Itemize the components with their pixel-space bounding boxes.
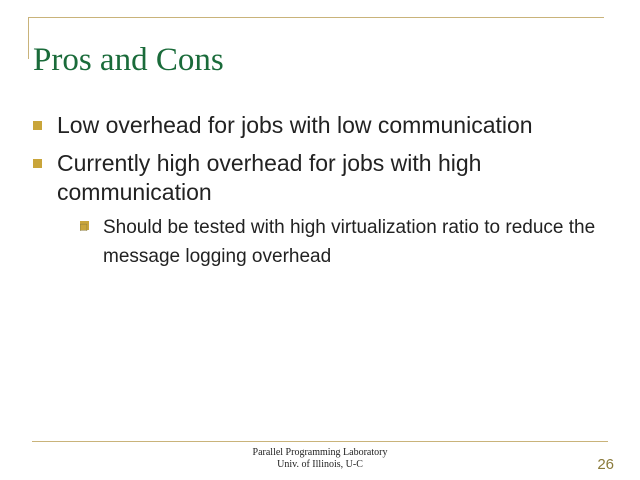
left-border-line bbox=[28, 17, 29, 59]
sub-bullet-item bbox=[57, 213, 613, 271]
bullet-text: Low overhead for jobs with low communication bbox=[57, 112, 533, 138]
top-border-line bbox=[28, 17, 604, 18]
square-bullet-icon bbox=[33, 159, 42, 168]
hollow-square-bullet-icon: □ bbox=[80, 220, 88, 234]
footer-line-1: Parallel Programming Laboratory bbox=[252, 447, 388, 458]
footer-line-2: Univ. of Illinois, U-C bbox=[277, 459, 363, 470]
footer-divider bbox=[32, 441, 608, 442]
slide-title: Pros and Cons bbox=[33, 42, 224, 78]
sub-bullet-text: Should be tested with high virtualization ratio to reduce the message logging overhead bbox=[103, 217, 596, 267]
slide-content bbox=[33, 111, 613, 280]
bullet-item bbox=[33, 149, 613, 271]
square-bullet-icon bbox=[33, 121, 42, 130]
footer bbox=[220, 447, 420, 471]
bullet-item bbox=[33, 111, 613, 140]
bullet-text: Currently high overhead for jobs with high communication bbox=[57, 150, 482, 205]
page-number: 26 bbox=[597, 456, 614, 473]
